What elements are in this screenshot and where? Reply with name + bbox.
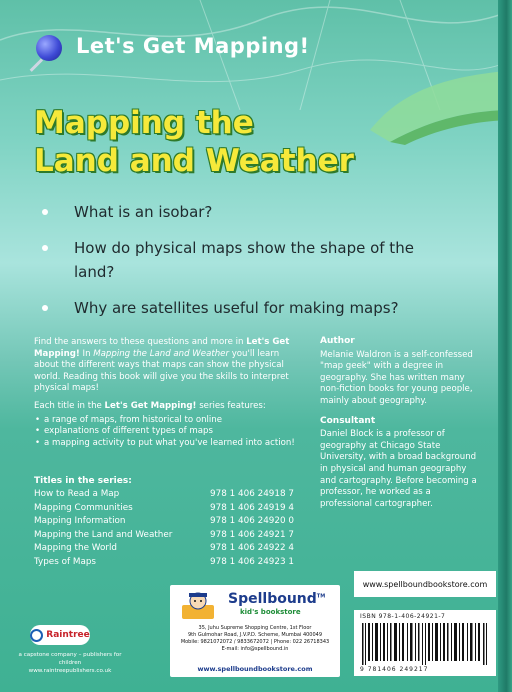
bullet-icon — [42, 305, 48, 311]
blurb-text: Each title in the — [34, 400, 105, 411]
consultant-bio: Daniel Block is a professor of geography at Chicago State University, with a broad background in physical and human geography and cartography. Before becoming a professor, he worked as a professional cartographer. — [320, 429, 477, 509]
title-name: Mapping the World — [34, 543, 117, 554]
barcode-digits: 9 781406 249217 — [360, 666, 429, 673]
title-name: Mapping the Land and Weather — [34, 529, 173, 540]
blurb-text: Find the answers to these questions and more in — [34, 337, 247, 347]
feature-item: • a range of maps, from historical to online — [34, 415, 304, 427]
map-pin-icon — [36, 35, 62, 61]
publisher — [18, 625, 122, 674]
blurb — [34, 337, 304, 449]
bullet-icon — [42, 209, 48, 215]
publisher-name: Raintree — [46, 630, 90, 640]
title-name: How to Read a Map — [34, 489, 120, 499]
publisher-logo — [30, 625, 90, 645]
bookstore-name — [228, 591, 325, 607]
bookstore-mascot-icon — [178, 591, 218, 621]
title-name: Mapping Information — [34, 516, 126, 527]
blurb-book-name: Mapping the Land and Weather — [93, 348, 229, 359]
book-spine — [498, 0, 512, 692]
title-row — [34, 529, 294, 543]
title-name: Types of Maps — [34, 556, 97, 567]
series-title: Let's Get Mapping! — [76, 34, 310, 58]
question-item — [38, 296, 438, 320]
question-item — [38, 236, 438, 284]
contributors — [320, 336, 485, 518]
question-text: What is an isobar? — [74, 203, 213, 221]
address-line: 35, Juhu Supreme Shopping Centre, 1st Floor — [198, 625, 312, 631]
title-isbn: 978 1 406 24920 0 — [210, 516, 294, 527]
bullet-icon — [42, 245, 48, 251]
title-isbn: 978 1 406 24919 4 — [210, 502, 294, 513]
book-title — [34, 104, 354, 180]
title-isbn: 978 1 406 24921 7 — [210, 529, 294, 540]
title-row — [34, 488, 294, 502]
bookstore-name-text: Spellbound — [228, 591, 317, 607]
trademark: TM — [316, 593, 326, 600]
bookstore-url: www.spellboundbookstore.com — [197, 665, 313, 673]
publisher-tagline: a capstone company – publishers for children — [18, 652, 122, 666]
page-curl-decoration — [350, 70, 512, 145]
publisher-url: www.raintreepublishers.co.uk — [28, 668, 112, 674]
blurb-paragraph-2 — [34, 401, 304, 413]
title-row — [34, 556, 294, 570]
bookstore-address — [174, 625, 336, 653]
book-title-line-2: Land and Weather — [34, 143, 354, 179]
blurb-paragraph-1 — [34, 337, 304, 395]
raintree-swirl-icon — [30, 629, 43, 642]
barcode-box — [354, 610, 496, 676]
feature-item: • explanations of different types of maps — [34, 426, 304, 438]
title-row — [34, 502, 294, 516]
barcode-icon — [362, 623, 488, 665]
titles-heading: Titles in the series: — [34, 476, 132, 486]
title-row — [34, 515, 294, 529]
store-url-sticker: www.spellboundbookstore.com — [354, 571, 496, 597]
feature-item: • a mapping activity to put what you've learned into action! — [34, 438, 304, 450]
bookstore-sticker — [170, 585, 340, 677]
blurb-series-name: Let's Get Mapping! — [34, 337, 290, 359]
title-row — [34, 542, 294, 556]
question-item — [38, 200, 438, 224]
titles-list — [34, 488, 294, 570]
consultant-heading: Consultant — [320, 415, 376, 426]
contact-line: Mobile: 9821072072 / 9833672072 | Phone: 022 26718343 — [180, 639, 330, 645]
title-isbn: 978 1 406 24923 1 — [210, 556, 294, 567]
author-bio: Melanie Waldron is a self-confessed "map geek" with a degree in geography. She has written many non-fiction books for young people, mainly about geography. — [320, 349, 473, 406]
question-list — [38, 200, 438, 332]
isbn-label: ISBN 978-1-406-24921-7 — [360, 613, 446, 620]
blurb-text: In — [79, 348, 94, 359]
title-name: Mapping Communities — [34, 502, 133, 513]
blurb-text: series features: — [196, 400, 266, 411]
question-text: How do physical maps show the shape of the land? — [74, 239, 414, 281]
book-title-line-1: Mapping the — [34, 105, 254, 141]
email-line: E-mail: info@spellbound.in — [221, 646, 289, 652]
blurb-series-name: Let's Get Mapping! — [104, 400, 197, 411]
feature-list — [34, 415, 304, 450]
blurb-text: you'll learn about the different ways that maps can show the physical world. Reading this book will give you the skills to interpret physical maps! — [34, 348, 289, 394]
title-isbn: 978 1 406 24918 7 — [210, 489, 294, 499]
question-text: Why are satellites useful for making maps? — [74, 299, 399, 317]
publisher-info — [10, 651, 130, 675]
address-line: 9th Gulmohar Road, J.V.P.D. Scheme, Mumbai 400049 — [187, 632, 323, 638]
author-heading: Author — [320, 336, 355, 346]
bookstore-subtitle: kid's bookstore — [240, 608, 301, 616]
title-isbn: 978 1 406 24922 4 — [210, 543, 294, 554]
